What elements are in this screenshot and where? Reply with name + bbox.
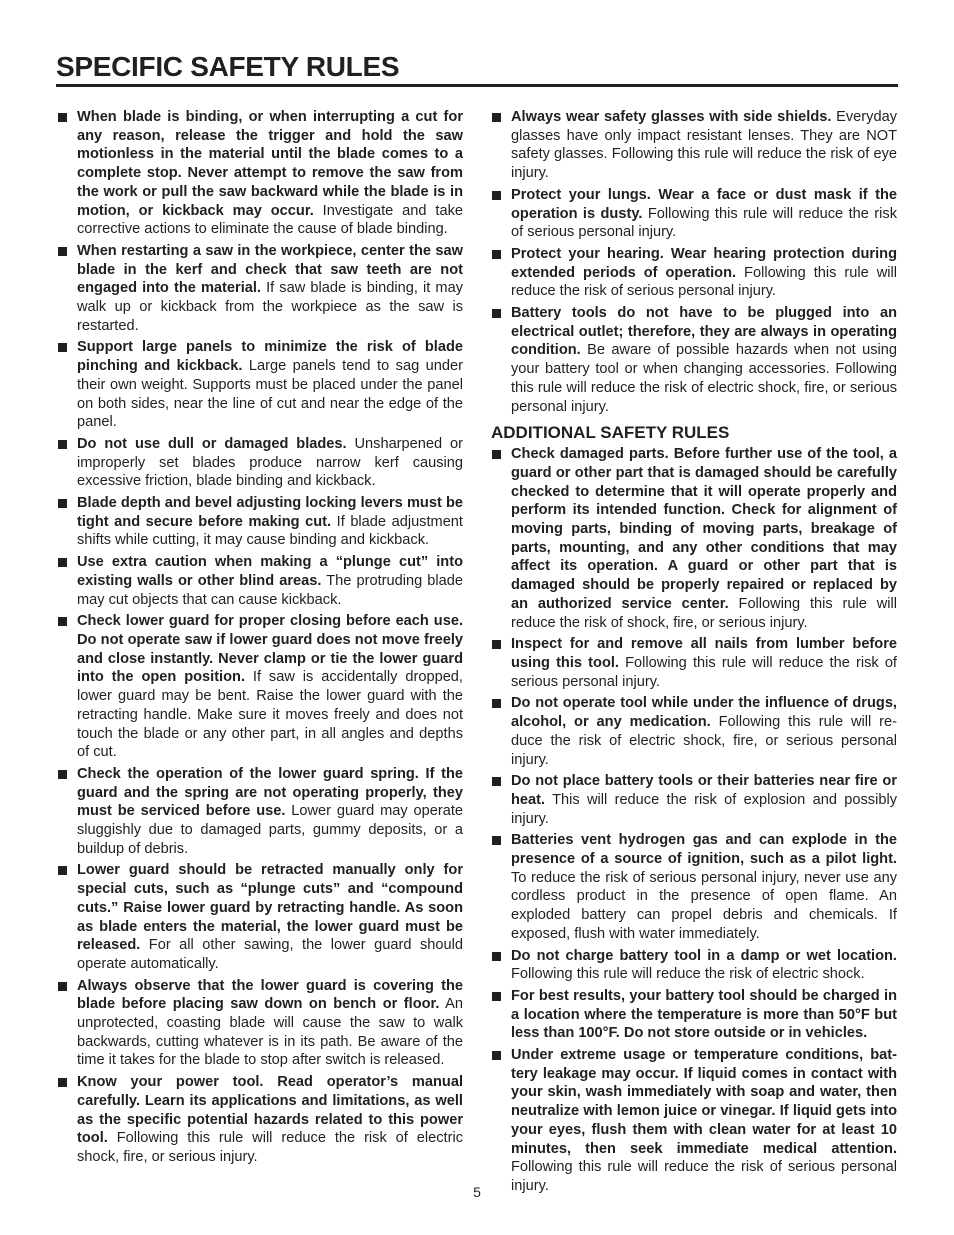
square-bullet-icon <box>492 640 501 649</box>
rule-body-text: Following this rule will reduce the risk of electric shock, fire, or serious injury. <box>77 1130 463 1165</box>
square-bullet-icon <box>58 982 67 991</box>
rule-body-text: If saw blade is binding, it may walk up or kickback from the workpiece as the saw is restarted. <box>77 280 463 334</box>
rule-bold-text: Do not use dull or damaged blades. <box>77 435 347 452</box>
right-rules-list <box>491 108 897 416</box>
rule-item <box>57 977 463 1071</box>
rule-bold-text: Protect your hearing. Wear hearing protection during extended periods of operation. <box>511 245 897 281</box>
rule-body-text: Everyday glasses have only impact resistant lenses. They are NOT safety glasses. Following this rule will reduce the risk of eye injury. <box>511 109 897 182</box>
rule-bold-text: Battery tools do not have to be plugged into an electrical outlet; therefore, they are always in operating condition. <box>511 305 897 359</box>
rule-item <box>57 612 463 762</box>
square-bullet-icon <box>492 250 501 259</box>
title-divider <box>56 84 898 87</box>
rule-bold-text: For best results, your battery tool should be charged in a location where the temperature is more than 50°F but less than 100°F. Do not store outside or in vehicles. <box>511 987 897 1042</box>
rule-item <box>491 947 897 984</box>
square-bullet-icon <box>58 440 67 449</box>
rule-body-text: For all other sawing, the lower guard should operate automatically. <box>77 937 463 972</box>
rule-body-text: Following this rule will reduce the risk of serious personal injury. <box>511 1159 897 1194</box>
rule-item <box>491 108 897 183</box>
rule-item <box>491 445 897 632</box>
rule-bold-text: Batteries vent hydrogen gas and can explode in the presence of a source of ignition, such as a pilot light. <box>511 832 897 868</box>
right-column <box>491 108 897 1199</box>
rule-bold-text: Always wear safety glasses with side shields. <box>511 109 832 125</box>
page-title: SPECIFIC SAFETY RULES <box>56 51 400 82</box>
rule-item <box>491 772 897 828</box>
page-number: 5 <box>473 1184 481 1200</box>
rule-item <box>57 108 463 239</box>
rule-body-text: Following this rule will reduce the risk of shock, fire, or serious injury. <box>511 595 897 631</box>
rule-bold-text: Under extreme usage or temperature conditions, bat-tery leakage may occur. If liquid comes in contact with your skin, wash immediately with soap and water, then neutralize with lemon juice or vinegar. If liquid gets into your eyes, flush them with clean water for at least 10 minutes, then seek immediate medical attention. <box>511 1047 897 1157</box>
square-bullet-icon <box>492 992 501 1001</box>
rule-body-text: Following this rule will reduce the risk of serious personal injury. <box>511 205 897 241</box>
rule-item <box>57 553 463 609</box>
rule-bold-text: Do not operate tool while under the influence of drugs, alcohol, or any medication. <box>511 695 897 731</box>
additional-rules-list <box>491 445 897 1195</box>
rule-item <box>57 1073 463 1167</box>
additional-safety-rules-heading: ADDITIONAL SAFETY RULES <box>491 423 730 443</box>
left-rules-list <box>57 108 463 1167</box>
rule-body-text: Large panels tend to sag under their own weight. Supports must be placed under the panel on both sides, near the line of cut and near the edge of the panel. <box>77 358 463 431</box>
rule-body-text: Lower guard may operate sluggishly due to damaged parts, gummy deposits, or a buildup of debris. <box>77 803 464 857</box>
rule-item <box>57 861 463 973</box>
rule-item <box>491 304 897 416</box>
square-bullet-icon <box>58 113 67 122</box>
rule-item <box>57 765 463 859</box>
rule-item <box>491 186 897 242</box>
rule-item <box>57 494 463 550</box>
rule-bold-text: Do not place battery tools or their batteries near fire or heat. <box>511 773 897 808</box>
square-bullet-icon <box>492 309 501 318</box>
rule-body-text: An unprotected, coasting blade will cause the saw to walk backwards, cutting whatever is in its path. Be aware of the time it takes for the blade to stop after switch is released. <box>77 996 463 1069</box>
rule-item <box>491 245 897 301</box>
rule-bold-text: Check lower guard for proper closing before each use. Do not operate saw if lower guard does not move freely and close instantly. Never clamp or tie the lower guard into the open position. <box>77 613 463 686</box>
rule-body-text: The protruding blade may cut objects that can cause kickback. <box>77 572 463 608</box>
square-bullet-icon <box>58 558 67 567</box>
rule-item <box>491 635 897 691</box>
rule-bold-text: Use extra caution when making a “plunge cut” into existing walls or other blind areas. <box>77 554 463 589</box>
rule-bold-text: Inspect for and remove all nails from lumber before using this tool. <box>511 636 897 671</box>
rule-body-text: Unsharpened or improperly set blades produce narrow kerf causing excessive friction, blade binding and kickback. <box>77 435 463 490</box>
rule-body-text: If blade adjustment shifts while cutting, it may cause binding and kickback. <box>77 513 463 549</box>
square-bullet-icon <box>492 699 501 708</box>
rule-bold-text: Check damaged parts. Before further use of the tool, a guard or other part that is damaged should be carefully checked to determine that it will operate properly and perform its intended function. Check for alignment of moving parts, binding of moving parts, breakage of parts, mounting, and any other conditions that may affect its operation. A guard or other part that is damaged should be properly repaired or replaced by an authorized service center. <box>511 446 897 612</box>
rule-body-text: Following this rule will reduce the risk of serious personal injury. <box>511 654 897 690</box>
square-bullet-icon <box>492 777 501 786</box>
rule-bold-text: Blade depth and bevel adjusting locking levers must be tight and secure before making cut. <box>77 495 463 530</box>
rule-item <box>57 338 463 432</box>
rule-bold-text: Know your power tool. Read operator’s manual carefully. Learn its applications and limitations, as well as the specific potential hazards related to this power tool. <box>77 1074 463 1147</box>
left-column <box>57 108 463 1170</box>
rule-body-text: Following this rule will reduce the risk of serious personal injury. <box>511 264 897 300</box>
rule-body-text: Investigate and take corrective actions to eliminate the cause of blade binding. <box>77 202 463 238</box>
rule-body-text: To reduce the risk of serious personal injury, never use any cordless product in the presence of open flame. An exploded battery can propel debris and chemicals. If exposed, flush with water immediately. <box>511 869 897 942</box>
square-bullet-icon <box>58 770 67 779</box>
rule-body-text: Following this rule will reduce the risk of electric shock. <box>511 966 865 983</box>
rule-bold-text: Support large panels to minimize the risk of blade pinching and kickback. <box>77 339 463 375</box>
square-bullet-icon <box>58 1078 67 1087</box>
rule-body-text: Be aware of possible hazards when not using your battery tool or when changing accessories. Following this rule will reduce the risk of electric shock, fire, or serious personal injury. <box>511 342 897 415</box>
square-bullet-icon <box>492 1051 501 1060</box>
rule-body-text: If saw is accidentally dropped, lower guard may be bent. Raise the lower guard with the retracting handle. Make sure it moves freely and does not touch the blade or any other part, in all angles and depths of cut. <box>77 669 463 761</box>
square-bullet-icon <box>58 866 67 875</box>
rule-bold-text: Do not charge battery tool in a damp or wet location. <box>511 947 897 964</box>
square-bullet-icon <box>58 617 67 626</box>
rule-bold-text: Check the operation of the lower guard spring. If the guard and the spring are not operating properly, they must be serviced before use. <box>77 765 463 820</box>
rule-bold-text: Lower guard should be retracted manually only for special cuts, such as “plunge cuts” and “compound cuts.” Raise lower guard by retracting handle. As soon as blade enters the material, the lower guard must be released. <box>77 862 463 954</box>
rule-item <box>491 987 897 1043</box>
square-bullet-icon <box>492 450 501 459</box>
rule-body-text: Following this rule will re-duce the risk of electric shock, fire, or serious personal injury. <box>511 714 897 768</box>
square-bullet-icon <box>58 499 67 508</box>
rule-bold-text: When blade is binding, or when interrupting a cut for any reason, release the trigger and hold the saw motionless in the material until the blade comes to a complete stop. Never attempt to remove the saw from the work or pull the saw backward while the blade is in motion, or kickback may occur. <box>77 109 463 219</box>
rule-bold-text: Always observe that the lower guard is covering the blade before placing saw down on bench or floor. <box>77 977 463 1013</box>
rule-item <box>57 242 463 336</box>
square-bullet-icon <box>492 952 501 961</box>
rule-bold-text: Protect your lungs. Wear a face or dust mask if the operation is dusty. <box>511 186 897 222</box>
rule-item <box>491 831 897 943</box>
square-bullet-icon <box>492 836 501 845</box>
rule-item <box>57 435 463 491</box>
square-bullet-icon <box>492 113 501 122</box>
square-bullet-icon <box>492 191 501 200</box>
rule-bold-text: When restarting a saw in the workpiece, center the saw blade in the kerf and check that saw teeth are not engaged into the material. <box>77 242 463 297</box>
rule-item <box>491 1046 897 1196</box>
rule-item <box>491 694 897 769</box>
square-bullet-icon <box>58 343 67 352</box>
square-bullet-icon <box>58 247 67 256</box>
rule-body-text: This will reduce the risk of explosion and possibly injury. <box>511 791 897 827</box>
